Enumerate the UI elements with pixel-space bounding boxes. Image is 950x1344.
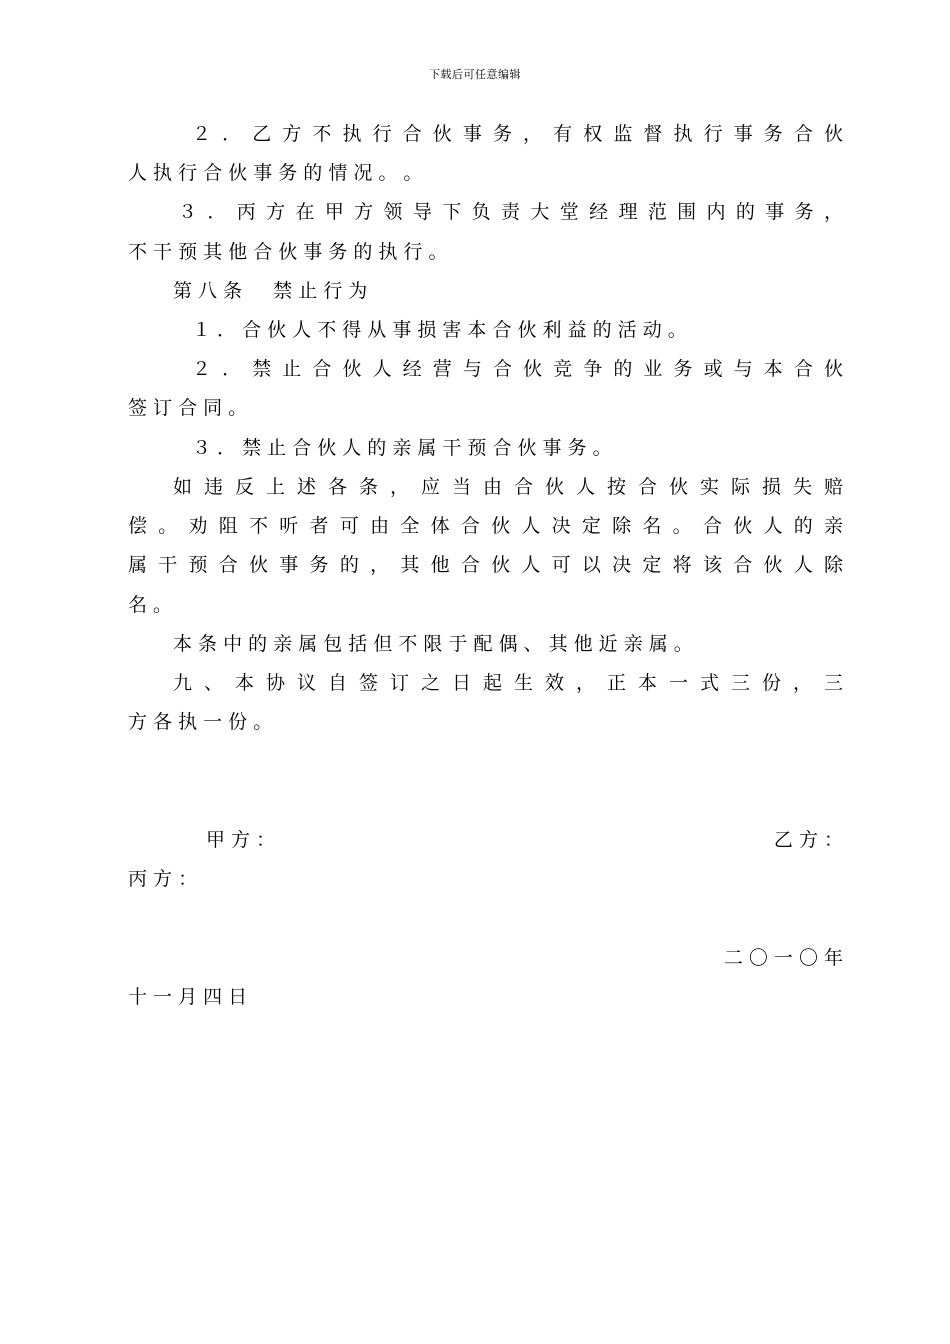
article-8-item-1: １ ． 合 伙 人 不 得 从 事 损 害 本 合 伙 利 益 的 活 动 。: [192, 319, 687, 341]
violation-line-4: 名 。: [128, 594, 173, 616]
violation-line-1: 如 违 反 上 述 各 条 ， 应 当 由 合 伙 人 按 合 伙 实 际 损 失 赔: [173, 476, 843, 498]
article-8-item-2-line-2: 签 订 合 同 。: [128, 397, 248, 419]
date-line-2: 十 一 月 四 日: [128, 986, 248, 1008]
article-8-item-3: ３ ． 禁 止 合 伙 人 的 亲 属 干 预 合 伙 事 务 。: [192, 437, 612, 459]
violation-line-3: 属 干 预 合 伙 事 务 的 ， 其 他 合 伙 人 可 以 决 定 将 该 合 伙 人 除: [128, 554, 843, 576]
article-9-line-2: 方 各 执 一 份 。: [128, 711, 273, 733]
article-9-line-1: 九 、 本 协 议 自 签 订 之 日 起 生 效 ， 正 本 一 式 三 份 ， 三: [173, 672, 843, 694]
relatives-definition: 本 条 中 的 亲 属 包 括 但 不 限 于 配 偶 、 其 他 近 亲 属 。: [173, 633, 693, 655]
article-8-title: 第 八 条 禁 止 行 为: [173, 280, 368, 302]
violation-line-2: 偿 。 劝 阻 不 听 者 可 由 全 体 合 伙 人 决 定 除 名 。 合 伙 人 的 亲: [128, 515, 843, 537]
signature-party-b: 乙 方 ：: [773, 829, 843, 851]
signature-party-c: 丙 方 ：: [128, 868, 198, 890]
paragraph-3-line-1: ３ ． 丙 方 在 甲 方 领 导 下 负 责 大 堂 经 理 范 围 内 的 事 务 ，: [178, 201, 843, 223]
paragraph-2-line-1: ２ ． 乙 方 不 执 行 合 伙 事 务 ， 有 权 监 督 执 行 事 务 合 伙: [192, 123, 843, 145]
header-note: 下载后可任意编辑: [429, 68, 521, 81]
paragraph-3-line-2: 不 干 预 其 他 合 伙 事 务 的 执 行 。: [128, 241, 448, 263]
paragraph-2-line-2: 人 执 行 合 伙 事 务 的 情 况 。 。: [128, 162, 423, 184]
article-8-item-2-line-1: ２ ． 禁 止 合 伙 人 经 营 与 合 伙 竞 争 的 业 务 或 与 本 合 伙: [192, 358, 843, 380]
signature-party-a: 甲 方 ：: [206, 829, 276, 851]
date-line-1: 二 〇 一 〇 年: [723, 947, 843, 969]
